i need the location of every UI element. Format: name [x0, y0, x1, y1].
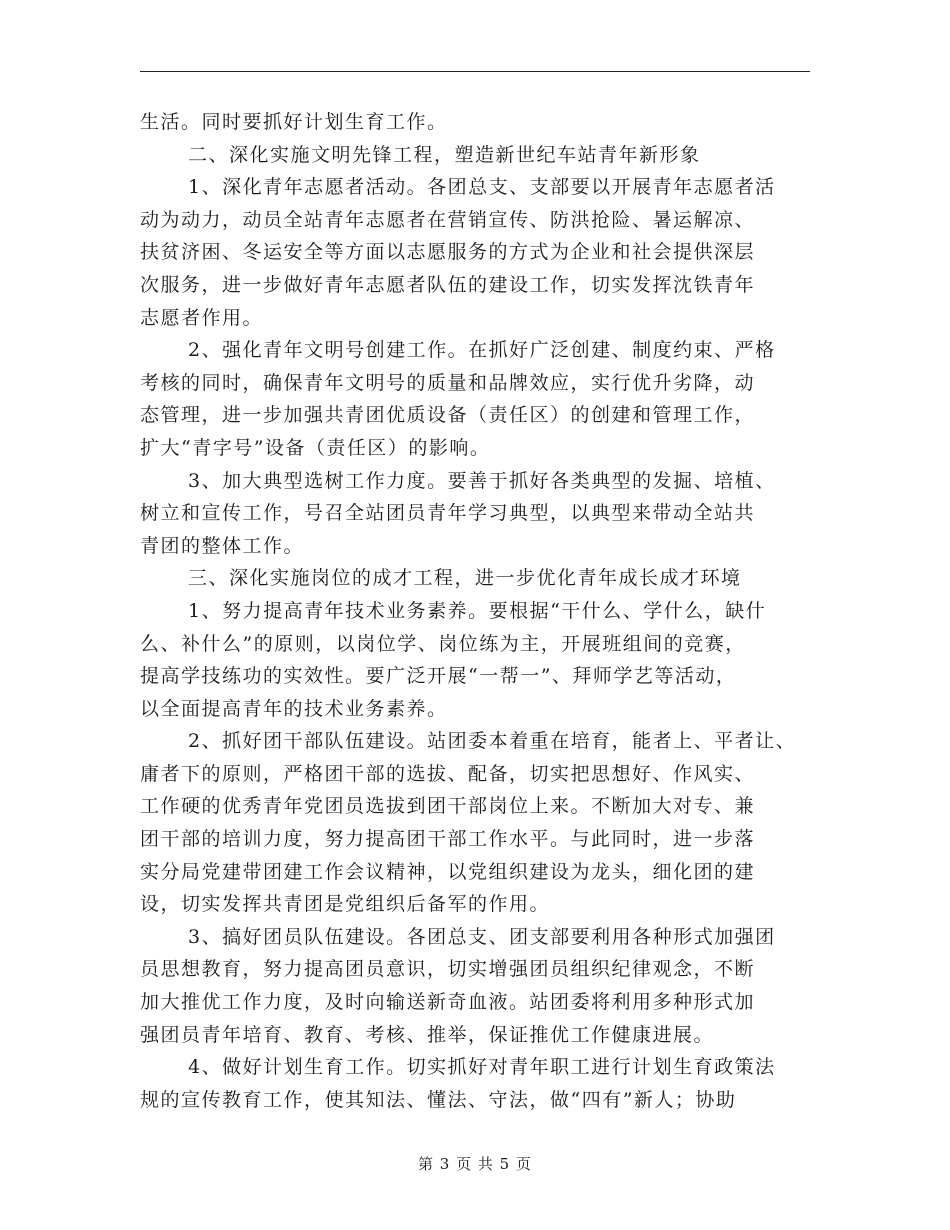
text-line: 么、补什么”的原则，以岗位学、岗位练为主，开展班组间的竞赛， — [140, 632, 746, 655]
text-line: 态管理，进一步加强共青团优质设备（责任区）的创建和管理工作， — [140, 404, 756, 427]
text-line: 提高学技练功的实效性。要广泛开展“一帮一”、拜师学艺等活动， — [140, 665, 737, 688]
header-rule — [140, 71, 810, 72]
text-line: 次服务，进一步做好青年志愿者队伍的建设工作，切实发挥沈铁青年 — [140, 273, 756, 296]
paragraph-first-line: 1、努力提高青年技术业务素养。要根据“干什么、学什么，缺什 — [188, 599, 767, 622]
text-line: 工作硬的优秀青年党团员选拔到团干部岗位上来。不断加大对专、兼 — [140, 795, 756, 818]
text-line: 树立和宣传工作，号召全站团员青年学习典型，以典型来带动全站共 — [140, 502, 756, 525]
section-heading: 二、深化实施文明先锋工程，塑造新世纪车站青年新形象 — [188, 143, 701, 166]
paragraph-first-line: 2、抓好团干部队伍建设。站团委本着重在培育，能者上、平者让、 — [188, 730, 797, 753]
paragraph-first-line: 3、搞好团员队伍建设。各团总支、团支部要利用各种形式加强团 — [188, 925, 776, 948]
text-line: 扩大“青字号”设备（责任区）的影响。 — [140, 436, 491, 459]
section-heading: 三、深化实施岗位的成才工程，进一步优化青年成长成才环境 — [188, 567, 742, 590]
paragraph-first-line: 2、强化青年文明号创建工作。在抓好广泛创建、制度约束、严格 — [188, 339, 776, 362]
paragraph-first-line: 4、做好计划生育工作。切实抓好对青年职工进行计划生育政策法 — [188, 1056, 776, 1079]
text-line: 员思想教育，努力提高团员意识，切实增强团员组织纪律观念，不断 — [140, 958, 756, 981]
text-line: 团干部的培训力度，努力提高团干部工作水平。与此同时，进一步落 — [140, 828, 756, 851]
text-line: 考核的同时，确保青年文明号的质量和品牌效应，实行优升劣降，动 — [140, 371, 756, 394]
text-line: 加大推优工作力度，及时向输送新奇血液。站团委将利用多种形式加 — [140, 991, 756, 1014]
text-line: 志愿者作用。 — [140, 306, 264, 329]
text-line: 动为动力，动员全站青年志愿者在营销宣传、防洪抢险、暑运解凉、 — [140, 208, 756, 231]
text-line: 扶贫济困、冬运安全等方面以志愿服务的方式为企业和社会提供深层 — [140, 241, 756, 264]
text-line: 设，切实发挥共青团是党组织后备军的作用。 — [140, 893, 551, 916]
document-body — [140, 106, 820, 1116]
paragraph-first-line: 1、深化青年志愿者活动。各团总支、支部要以开展青年志愿者活 — [188, 176, 776, 199]
text-line: 实分局党建带团建工作会议精神，以党组织建设为龙头，细化团的建 — [140, 860, 756, 883]
page-number-footer: 第 3 页 共 5 页 — [418, 1155, 532, 1173]
text-line: 庸者下的原则，严格团干部的选拔、配备，切实把思想好、作风实、 — [140, 762, 756, 785]
text-line: 规的宣传教育工作，使其知法、懂法、守法，做“四有”新人；协助 — [140, 1088, 737, 1111]
paragraph-first-line: 3、加大典型选树工作力度。要善于抓好各类典型的发掘、培植、 — [188, 469, 776, 492]
text-line: 以全面提高青年的技术业务素养。 — [140, 697, 448, 720]
text-line: 生活。同时要抓好计划生育工作。 — [140, 111, 448, 133]
text-line: 强团员青年培育、教育、考核、推举，保证推优工作健康进展。 — [140, 1023, 715, 1046]
text-line: 青团的整体工作。 — [140, 534, 305, 557]
